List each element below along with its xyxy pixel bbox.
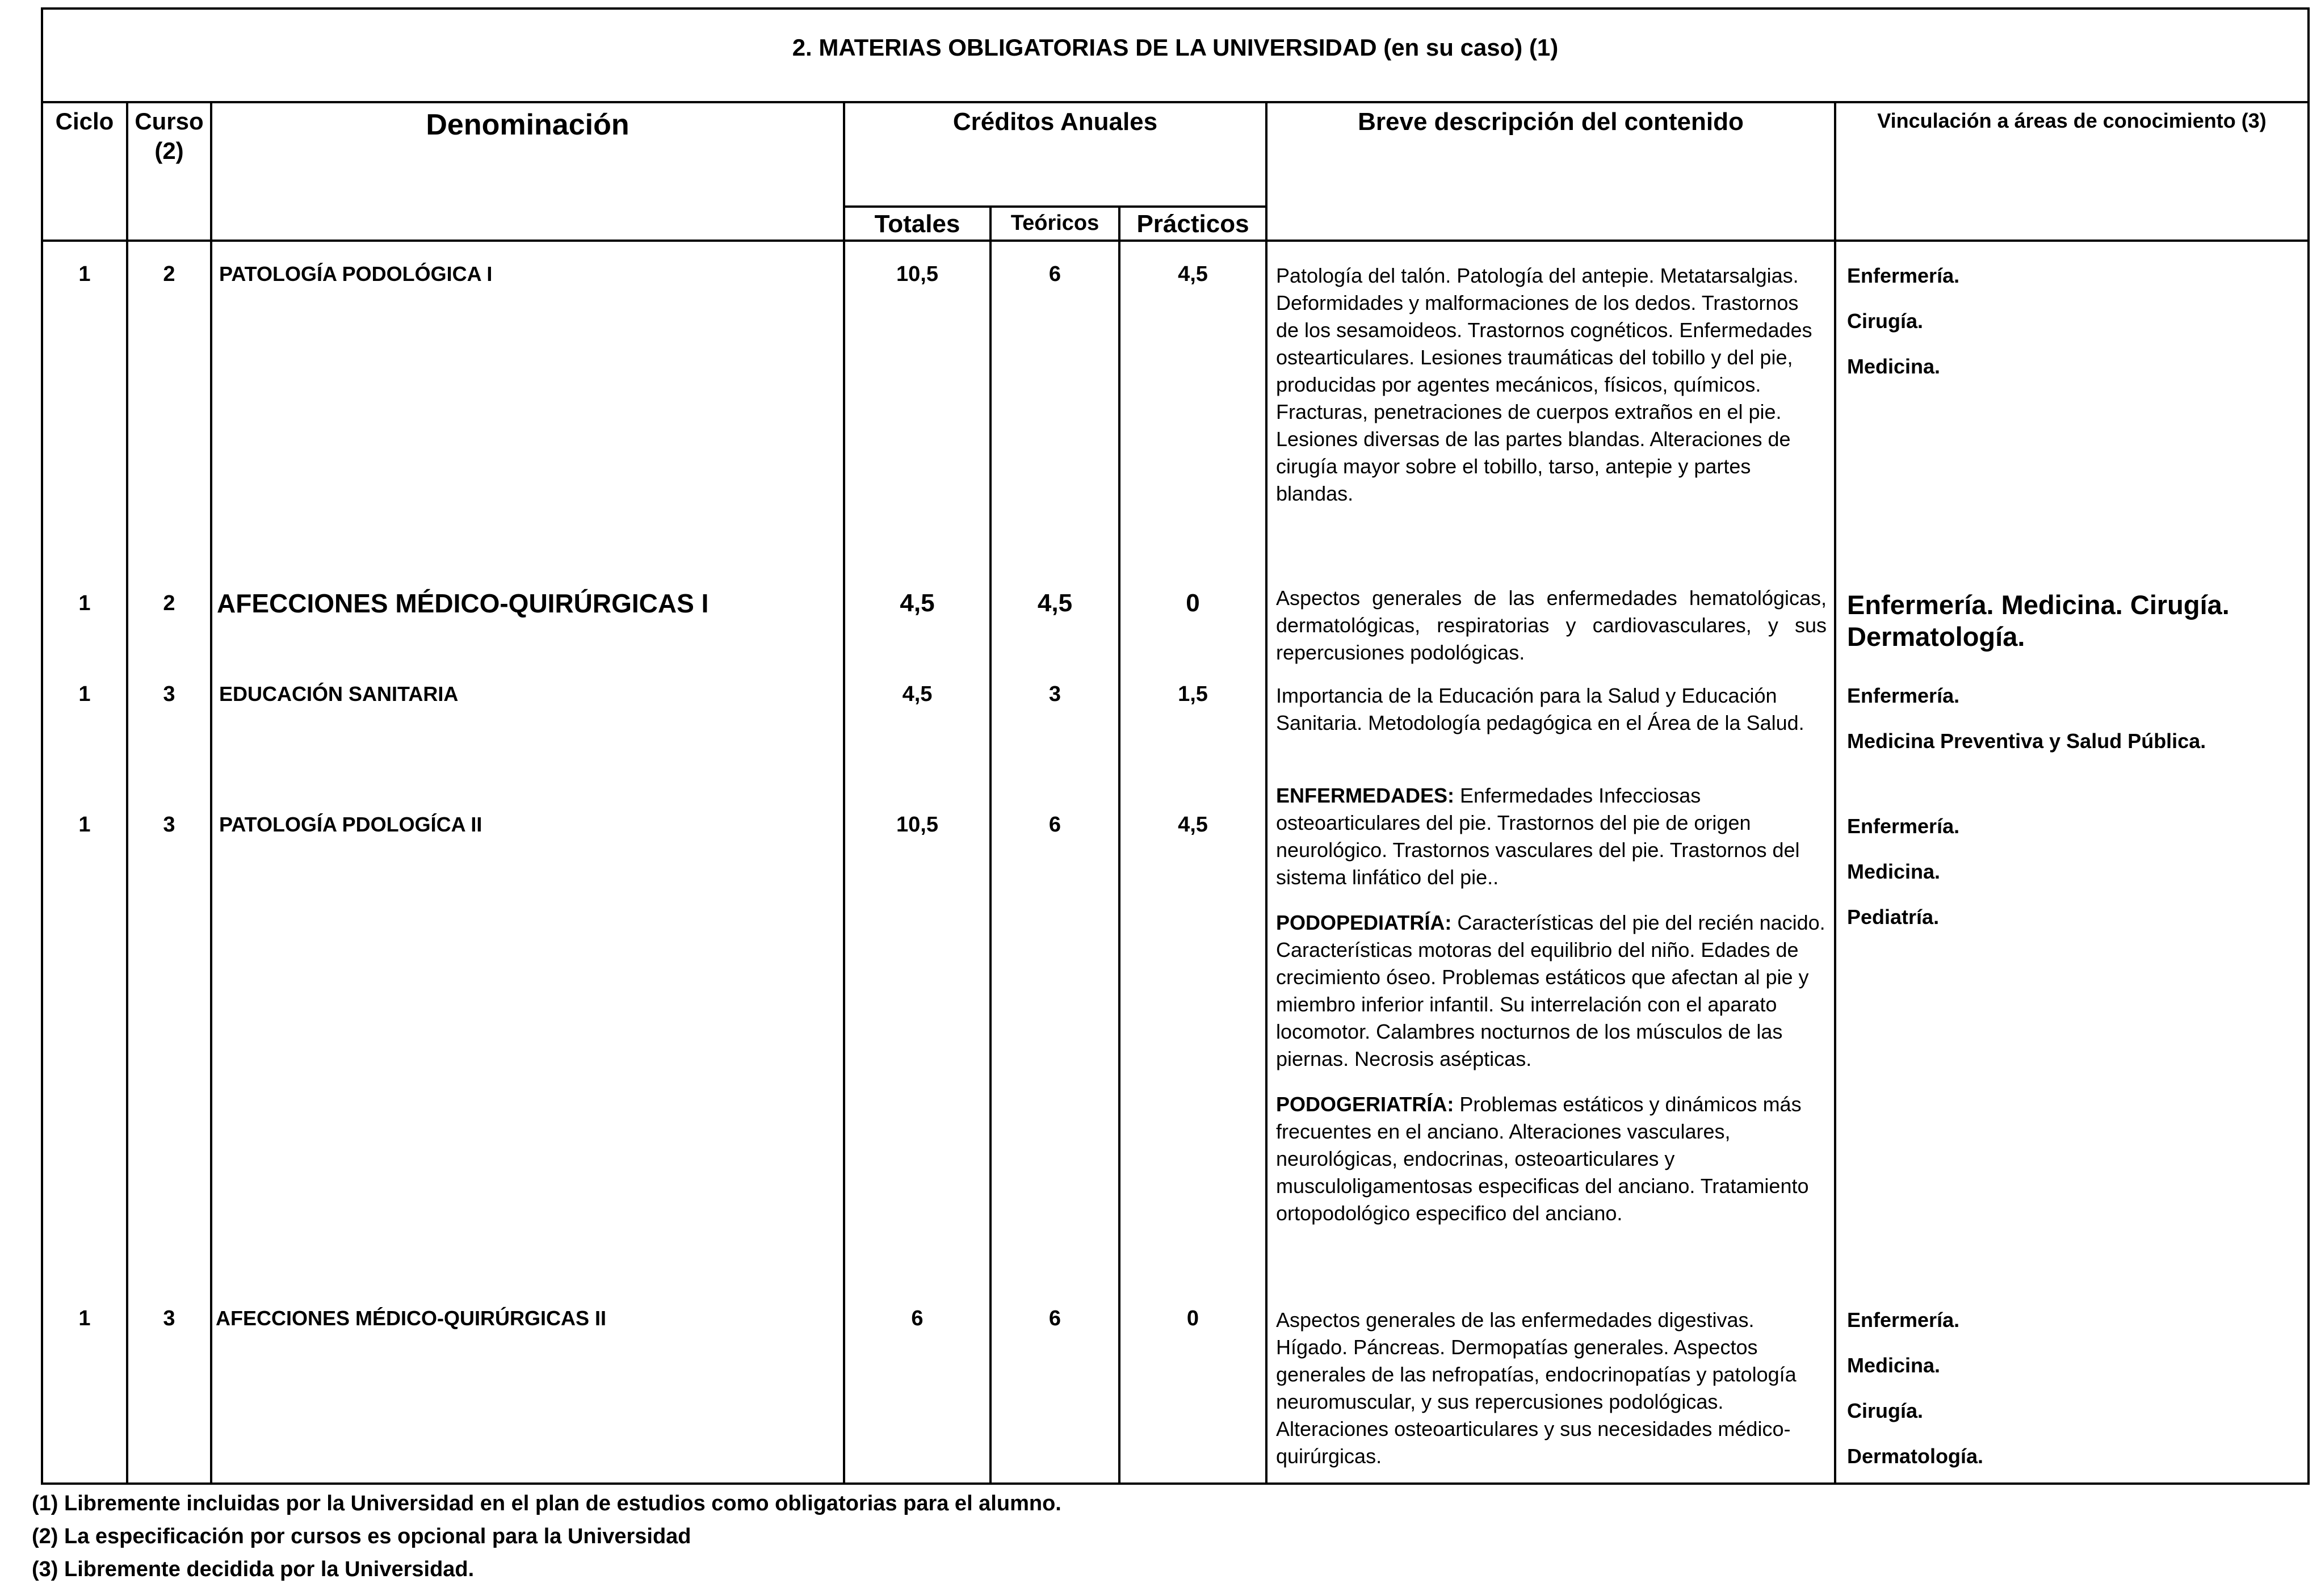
row-3-descripcion: Importancia de la Educación para la Salud y Educación Sanitaria. Metodología pedagógica en el Área de la Salud.	[1276, 684, 1804, 734]
row-2-descripcion: Aspectos generales de las enfermedades hematológicas, dermatológicas, respiratorias y cardiovasculares, y sus repercusiones podológicas.	[1276, 586, 1827, 664]
header-creditos: Créditos Anuales	[952, 108, 1158, 136]
row-1-practicos: 4,5	[1178, 262, 1208, 286]
header-descripcion: Breve descripción del contenido	[1358, 108, 1744, 136]
row-1-denominacion: PATOLOGÍA PODOLÓGICA I	[219, 262, 493, 285]
row-4-area-2: Medicina.	[1847, 860, 1941, 883]
row-3-totales: 4,5	[902, 682, 933, 706]
col-divider-ciclo	[126, 101, 128, 1485]
row-5-teoricos: 6	[1048, 1307, 1061, 1330]
row-4-section-podogeriatria	[1276, 1091, 1827, 1227]
row-2-teoricos: 4,5	[1037, 589, 1073, 617]
row-4-totales: 10,5	[896, 813, 938, 837]
header-vinculacion: Vinculación a áreas de conocimiento (3)	[1877, 109, 2267, 132]
row-3-practicos: 1,5	[1178, 682, 1208, 706]
row-5-area-1: Enfermería.	[1847, 1308, 1960, 1332]
row-2-practicos: 0	[1186, 589, 1200, 617]
header-curso-note: (2)	[154, 137, 184, 164]
row-3-area-1: Enfermería.	[1847, 684, 1960, 707]
row-5-practicos: 0	[1186, 1307, 1199, 1330]
row-4-practicos: 4,5	[1178, 813, 1208, 837]
col-divider-teoricos	[1118, 205, 1120, 1485]
footnote-2: (2) La especificación por cursos es opcional para la Universidad	[32, 1524, 691, 1548]
row-5-area-4: Dermatología.	[1847, 1444, 1984, 1468]
row-4-curso: 3	[163, 813, 175, 837]
header-denominacion: Denominación	[426, 108, 629, 141]
row-5-curso: 3	[163, 1307, 175, 1330]
row-3-ciclo: 1	[78, 682, 91, 706]
footnote-3: (3) Libremente decidida por la Universidad.	[32, 1557, 475, 1581]
section-text: Características del pie del recién nacido. Características motoras del equilibrio del niño. Edades de crecimiento óseo. Problemas estáticos que afectan al pie y miembro inferior infantil. Su interrelación con el aparato locomotor. Calambres nocturnos de los músculos de las piernas. Necrosis asépticas.	[1276, 911, 1825, 1070]
row-5-descripcion: Aspectos generales de las enfermedades digestivas. Hígado. Páncreas. Dermopatías generales. Aspectos generales de las nefropatías, endocrinopatías y patología neuromuscular, y sus repercusiones podológicas. Alteraciones osteoarticulares y sus necesidades médico-quirúrgicas.	[1276, 1308, 1797, 1468]
row-5-ciclo: 1	[78, 1307, 91, 1330]
row-4-teoricos: 6	[1048, 813, 1061, 837]
row-1-area-1: Enfermería.	[1847, 264, 1960, 287]
row-1-descripcion: Patología del talón. Patología del antepie. Metatarsalgias. Deformidades y malformaciones de los dedos. Trastornos de los sesamoideos. Trastornos cognéticos. Enfermedades ostearticulares. Lesiones traumáticas del tobillo y del pie, producidas por agentes mecánicos, físicos, químicos. Fracturas, penetraciones de cuerpos extraños en el pie. Lesiones diversas de las partes blandas. Alteraciones de cirugía mayor sobre el tobillo, tarso, antepie y partes blandas.	[1276, 264, 1812, 505]
section-heading: PODOPEDIATRÍA:	[1276, 911, 1452, 934]
col-divider-curso	[210, 101, 212, 1485]
row-1-curso: 2	[163, 262, 175, 286]
row-1-area-2: Cirugía.	[1847, 309, 1924, 333]
page-title: 2. MATERIAS OBLIGATORIAS DE LA UNIVERSIDAD (en su caso) (1)	[792, 34, 1559, 61]
row-4-area-3: Pediatría.	[1847, 905, 1940, 929]
creditos-subheader-divider	[844, 205, 1266, 208]
row-2-ciclo: 1	[78, 591, 91, 615]
header-totales: Totales	[874, 210, 960, 238]
header-teoricos: Teóricos	[1010, 211, 1099, 235]
row-2-denominacion: AFECCIONES MÉDICO-QUIRÚRGICAS I	[217, 589, 709, 618]
section-text: Enfermedades Infecciosas osteoarticulares del pie. Trastornos del pie de origen neurológico. Trastornos vasculares del pie. Trastornos del sistema linfático del pie..	[1276, 784, 1800, 889]
header-practicos: Prácticos	[1136, 210, 1249, 238]
row-3-curso: 3	[163, 682, 175, 706]
title-divider	[41, 101, 2310, 103]
header-ciclo: Ciclo	[55, 108, 114, 135]
row-1-teoricos: 6	[1048, 262, 1061, 286]
row-4-area-1: Enfermería.	[1847, 814, 1960, 838]
row-1-totales: 10,5	[896, 262, 938, 286]
col-divider-denominacion	[843, 101, 845, 1485]
footnote-1: (1) Libremente incluidas por la Universidad en el plan de estudios como obligatorias para el alumno.	[32, 1492, 1061, 1515]
col-divider-creditos	[1265, 101, 1267, 1485]
row-3-teoricos: 3	[1048, 682, 1061, 706]
row-5-area-3: Cirugía.	[1847, 1399, 1924, 1422]
row-3-area-2: Medicina Preventiva y Salud Pública.	[1847, 729, 2206, 753]
row-1-ciclo: 1	[78, 262, 91, 286]
row-4-section-podopediatria	[1276, 909, 1827, 1073]
row-4-ciclo: 1	[78, 813, 91, 837]
row-4-denominacion: PATOLOGÍA PDOLOGÍCA II	[219, 813, 482, 836]
row-3-denominacion: EDUCACIÓN SANITARIA	[219, 682, 459, 705]
row-4-section-enfermedades	[1276, 782, 1827, 891]
row-5-area-2: Medicina.	[1847, 1354, 1941, 1377]
row-4-descripcion	[1276, 782, 1827, 1245]
row-1-area-3: Medicina.	[1847, 355, 1941, 378]
header-divider	[41, 240, 2310, 242]
col-divider-descripcion	[1834, 101, 1836, 1485]
header-curso: Curso	[135, 108, 204, 135]
row-5-denominacion: AFECCIONES MÉDICO-QUIRÚRGICAS II	[216, 1307, 607, 1330]
row-2-totales: 4,5	[900, 589, 935, 617]
section-heading: PODOGERIATRÍA:	[1276, 1093, 1454, 1116]
section-heading: ENFERMEDADES:	[1276, 784, 1455, 807]
row-2-areas: Enfermería. Medicina. Cirugía. Dermatología.	[1847, 590, 2230, 652]
section-text: Problemas estáticos y dinámicos más frecuentes en el anciano. Alteraciones vasculares, neurológicas, endocrinas, osteoarticulares y musculoligamentosas especificas del anciano. Tratamiento ortopodológico especifico del anciano.	[1276, 1093, 1809, 1225]
col-divider-totales	[989, 205, 992, 1485]
row-2-curso: 2	[163, 591, 175, 615]
row-5-totales: 6	[911, 1307, 924, 1330]
